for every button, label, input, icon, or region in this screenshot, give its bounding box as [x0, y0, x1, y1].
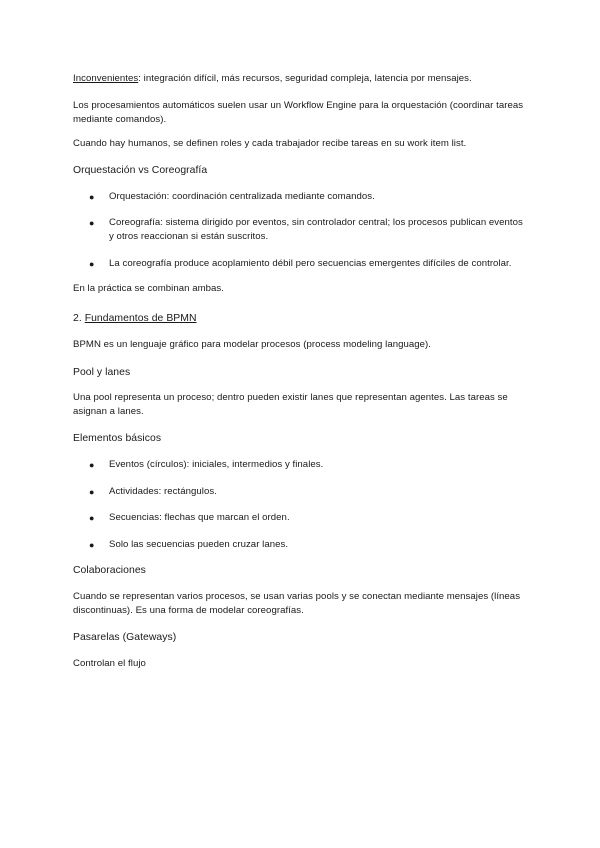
inconvenientes-text: : integración difícil, más recursos, seguridad compleja, latencia por mensajes.	[138, 73, 472, 84]
paragraph-flujo: Controlan el flujo	[73, 658, 146, 669]
paragraph-inconvenientes	[73, 72, 526, 86]
bullet-icon: ●	[89, 513, 95, 523]
heading-pasarelas: Pasarelas (Gateways)	[73, 632, 177, 643]
bullet-icon: ●	[89, 192, 95, 202]
paragraph-practica: En la práctica se combinan ambas.	[73, 283, 224, 294]
list-item-text: Secuencias: flechas que marcan el orden.	[109, 512, 290, 523]
inconvenientes-label: Inconvenientes	[73, 73, 139, 84]
heading-fundamentos-bpmn	[73, 312, 526, 326]
list-item-text: Actividades: rectángulos.	[109, 486, 217, 497]
list-item-text: Orquestación: coordinación centralizada mediante comandos.	[109, 191, 375, 202]
heading-pool-lanes: Pool y lanes	[73, 367, 131, 378]
bullet-icon: ●	[89, 487, 95, 497]
section-number: 2.	[73, 313, 85, 324]
paragraph-workflow-engine: Los procesamientos automáticos suelen usar un Workflow Engine para la orquestación (coordinar tareas mediante comandos).	[73, 100, 524, 125]
list-item-text: La coreografía produce acoplamiento débil pero secuencias emergentes difíciles de controlar.	[109, 258, 512, 269]
section-title: Fundamentos de BPMN	[84, 313, 197, 324]
heading-elementos-basicos: Elementos básicos	[73, 433, 162, 444]
paragraph-pool: Una pool representa un proceso; dentro pueden existir lanes que representan agentes. Las tareas se asignan a lanes.	[73, 392, 508, 417]
paragraph-colaboraciones: Cuando se representan varios procesos, se usan varias pools y se conectan mediante mensajes (líneas discontinuas). Es una forma de modelar coreografías.	[73, 591, 521, 616]
bullet-icon: ●	[89, 218, 95, 228]
heading-colaboraciones: Colaboraciones	[73, 565, 146, 576]
list-item-text: Eventos (círculos): iniciales, intermedios y finales.	[109, 459, 324, 470]
paragraph-humanos: Cuando hay humanos, se definen roles y cada trabajador recibe tareas en su work item list.	[73, 138, 467, 149]
bullet-icon: ●	[89, 259, 95, 269]
paragraph-bpmn: BPMN es un lenguaje gráfico para modelar procesos (process modeling language).	[73, 339, 431, 350]
bullet-icon: ●	[89, 540, 95, 550]
heading-orquestacion-coreografia: Orquestación vs Coreografía	[73, 165, 208, 176]
bullet-icon: ●	[89, 460, 95, 470]
list-item-text: Solo las secuencias pueden cruzar lanes.	[109, 539, 289, 550]
list-item-text: Coreografía: sistema dirigido por eventos, sin controlador central; los procesos publican eventos y otros reaccionan si están suscritos.	[109, 217, 523, 242]
